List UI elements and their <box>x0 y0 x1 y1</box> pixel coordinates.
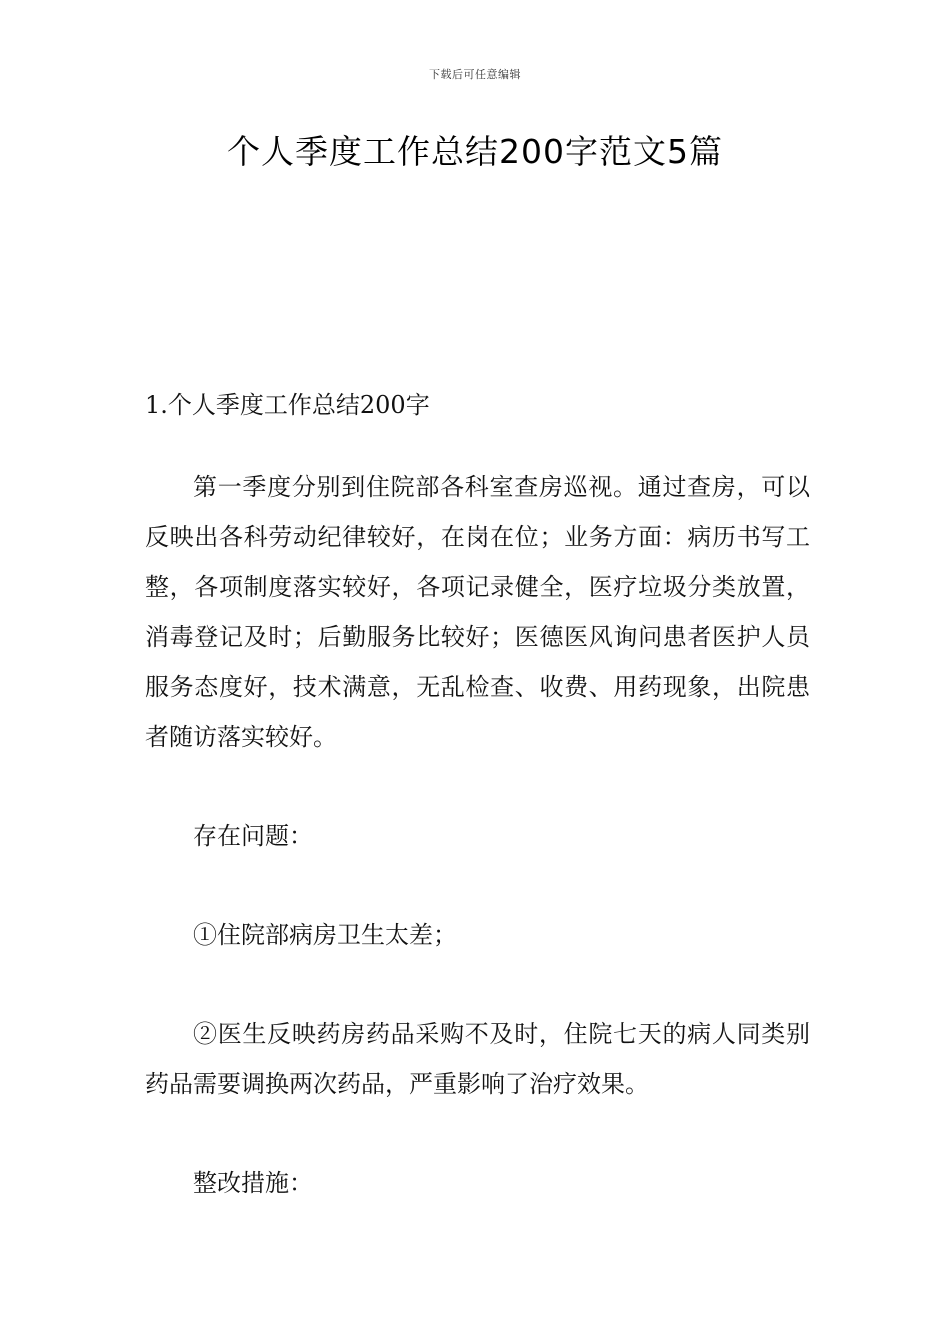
paragraph-problem-2: ②医生反映药房药品采购不及时，住院七天的病人同类别药品需要调换两次药品，严重影响了治疗效果。 <box>145 1020 810 1098</box>
paragraph-summary: 第一季度分别到住院部各科室查房巡视。通过查房，可以反映出各科劳动纪律较好，在岗在位；业务方面：病历书写工整，各项制度落实较好，各项记录健全，医疗垃圾分类放置，消毒登记及时；后勤服务比较好；医德医风询问患者医护人员服务态度好，技术满意，无乱检查、收费、用药现象，出院患者随访落实较好。 <box>145 473 810 751</box>
section-heading: 1.个人季度工作总结200字 <box>145 391 430 419</box>
document-title: 个人季度工作总结200字范文5篇 <box>227 132 723 171</box>
paragraph-problems-label: 存在问题： <box>193 822 313 850</box>
paragraph-measures-label: 整改措施： <box>193 1169 313 1197</box>
paragraph-problem-1: ①住院部病房卫生太差； <box>193 921 457 949</box>
document-body <box>145 380 810 1257</box>
header-note: 下载后可任意编辑 <box>429 68 521 81</box>
